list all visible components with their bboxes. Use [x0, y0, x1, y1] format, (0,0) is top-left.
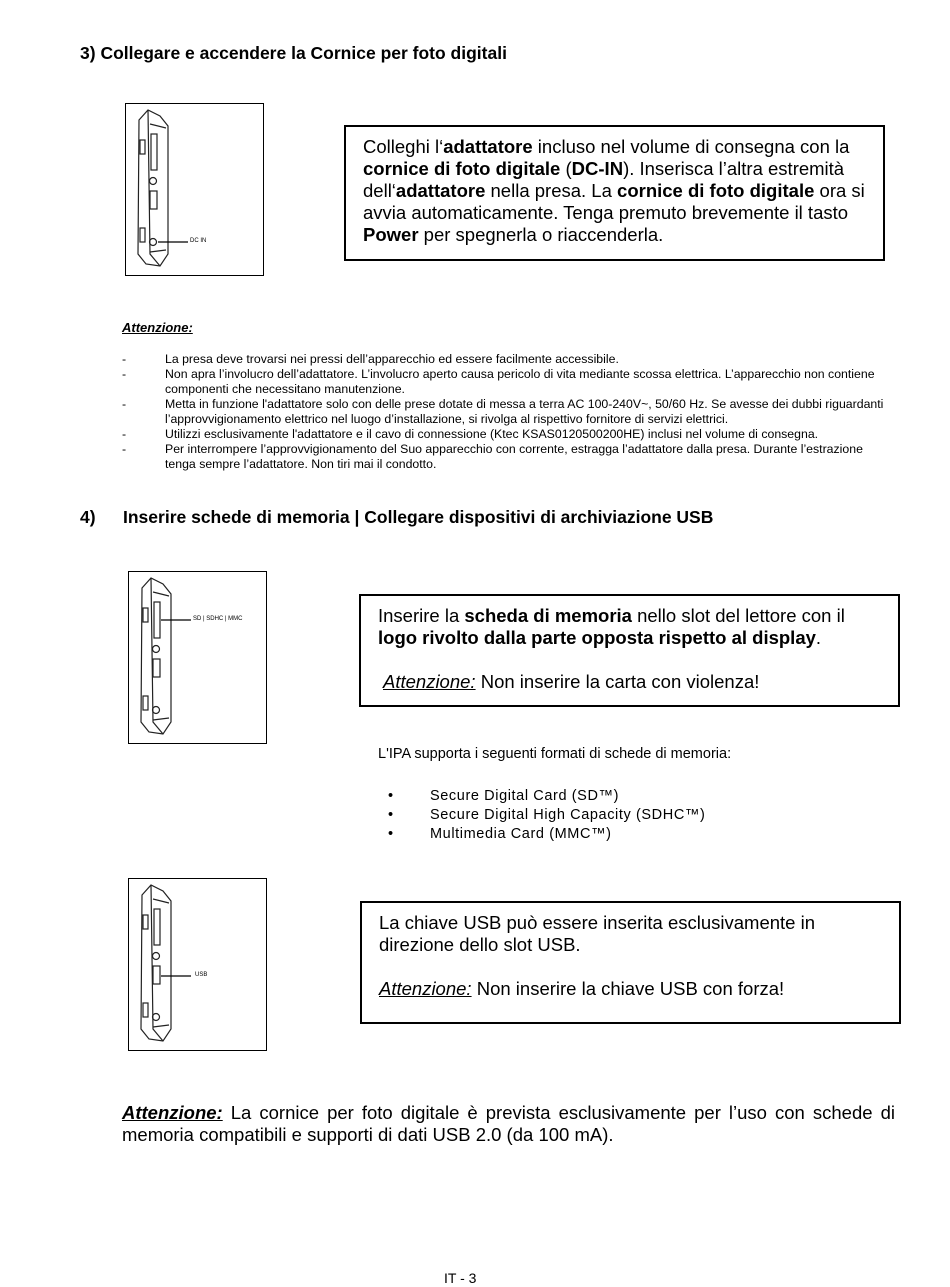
attention-label: Attenzione: [383, 671, 476, 692]
usb-warning [379, 978, 883, 1000]
device-side-illustration [129, 572, 266, 743]
list-item [388, 825, 705, 844]
text: ( [560, 158, 572, 179]
item-text: La presa deve trovarsi nei pressi dell’apparecchio ed essere facilmente accessibile. [165, 352, 619, 366]
item-text: Secure Digital Card (SD™) [430, 788, 620, 804]
device-side-illustration [129, 879, 266, 1050]
figure-label: USB [195, 972, 208, 978]
attention-label: Attenzione: [379, 978, 472, 999]
item-text: Metta in funzione l'adattatore solo con delle prese dotate di messa a terra AC 100-240V~, 50/60 Hz. Se avesse dei dubbi riguardanti l’approvvigionamento elettrico nel luogo d’installazione, si rivolga al rispettivo fornitore di servizi elettrici. [165, 397, 884, 426]
text: incluso nel volume di consegna con la [532, 136, 850, 157]
text: Inserire la [378, 605, 465, 626]
usb-instruction-box [360, 901, 901, 1024]
section-title: Inserire schede di memoria | Collegare dispositivi di archiviazione USB [123, 507, 714, 527]
card-warning [378, 671, 882, 693]
dash: - [122, 427, 127, 441]
bold-text: adattatore [395, 180, 486, 201]
item-text: Multimedia Card (MMC™) [430, 826, 612, 842]
list-item [122, 367, 892, 397]
text: La chiave USB può essere inserita esclusivamente in direzione dello slot USB. [379, 912, 816, 955]
list-item [122, 352, 892, 367]
text: . [815, 627, 822, 648]
figure-label: SD | SDHC | MMC [193, 616, 243, 622]
dash: - [122, 352, 127, 366]
bold-text: scheda di memoria [464, 605, 632, 626]
dash: - [122, 367, 127, 381]
list-item [122, 427, 892, 442]
list-item [388, 806, 705, 825]
device-side-figure-card [128, 571, 267, 744]
bold-text: Power [363, 224, 419, 245]
bold-text: logo rivolto dalla parte opposta rispetto al display [378, 627, 816, 648]
note-text: La cornice per foto digitale è prevista esclusivamente per l’uso con schede di memoria compatibili e supporti di dati USB 2.0 (da 100 mA). [122, 1102, 895, 1145]
section-number: 3) [80, 43, 96, 63]
text: ora si avvia automaticamente. Tenga premuto brevemente il tasto [363, 180, 865, 223]
text: nella presa. La [485, 180, 618, 201]
memory-card-instruction-box [359, 594, 900, 707]
text: nello slot del lettore con il [631, 605, 845, 626]
section-title: Collegare e accendere la Cornice per foto digitali [100, 43, 507, 63]
bold-text: cornice di foto digitale [363, 158, 561, 179]
bullet: • [388, 807, 394, 823]
final-attention-note [122, 1102, 895, 1146]
section-3-heading [80, 43, 507, 64]
warning-text: Non inserire la chiave USB con forza! [471, 978, 785, 999]
section-number: 4) [80, 507, 96, 527]
attention-heading: Attenzione: [122, 320, 193, 335]
text: ). Inserisca l’altra estremità dell‘ [363, 158, 845, 201]
bullet: • [388, 826, 394, 842]
device-side-figure-dcin [125, 103, 264, 276]
list-item [122, 397, 892, 427]
section-4-heading [80, 507, 713, 528]
bold-text: DC-IN [571, 158, 624, 179]
attention-label: Attenzione: [122, 1102, 223, 1123]
device-side-figure-usb [128, 878, 267, 1051]
bullet: • [388, 788, 394, 804]
warning-text: Non inserire la carta con violenza! [475, 671, 760, 692]
list-item [388, 787, 705, 806]
device-side-illustration [126, 104, 263, 275]
dash: - [122, 397, 127, 411]
formats-intro: L'IPA supporta i seguenti formati di schede di memoria: [378, 746, 732, 762]
formats-list [388, 787, 705, 844]
figure-label: DC IN [190, 238, 207, 244]
attention-list [122, 352, 892, 472]
list-item [122, 442, 892, 472]
bold-text: cornice di foto digitale [617, 180, 815, 201]
item-text: Utilizzi esclusivamente l'adattatore e il cavo di connessione (Ktec KSAS0120500200HE) inclusi nel volume di consegna. [165, 427, 819, 441]
dash: - [122, 442, 127, 456]
item-text: Secure Digital High Capacity (SDHC™) [430, 807, 706, 823]
bold-text: adattatore [443, 136, 533, 157]
item-text: Per interrompere l’approvvigionamento del Suo apparecchio con corrente, estragga l’adattatore dalla presa. Durante l’estrazione tenga sempre l’adattatore. Non tiri mai il condotto. [165, 442, 863, 471]
item-text: Non apra l’involucro dell’adattatore. L’involucro aperto causa pericolo di vita mediante scossa elettrica. L’apparecchio non contiene componenti che necessitano manutenzione. [165, 367, 875, 396]
dc-in-instruction-box [344, 125, 885, 261]
text: per spegnerla o riaccenderla. [418, 224, 664, 245]
page-number: IT - 3 [444, 1270, 477, 1286]
text: Colleghi l‘ [363, 136, 444, 157]
